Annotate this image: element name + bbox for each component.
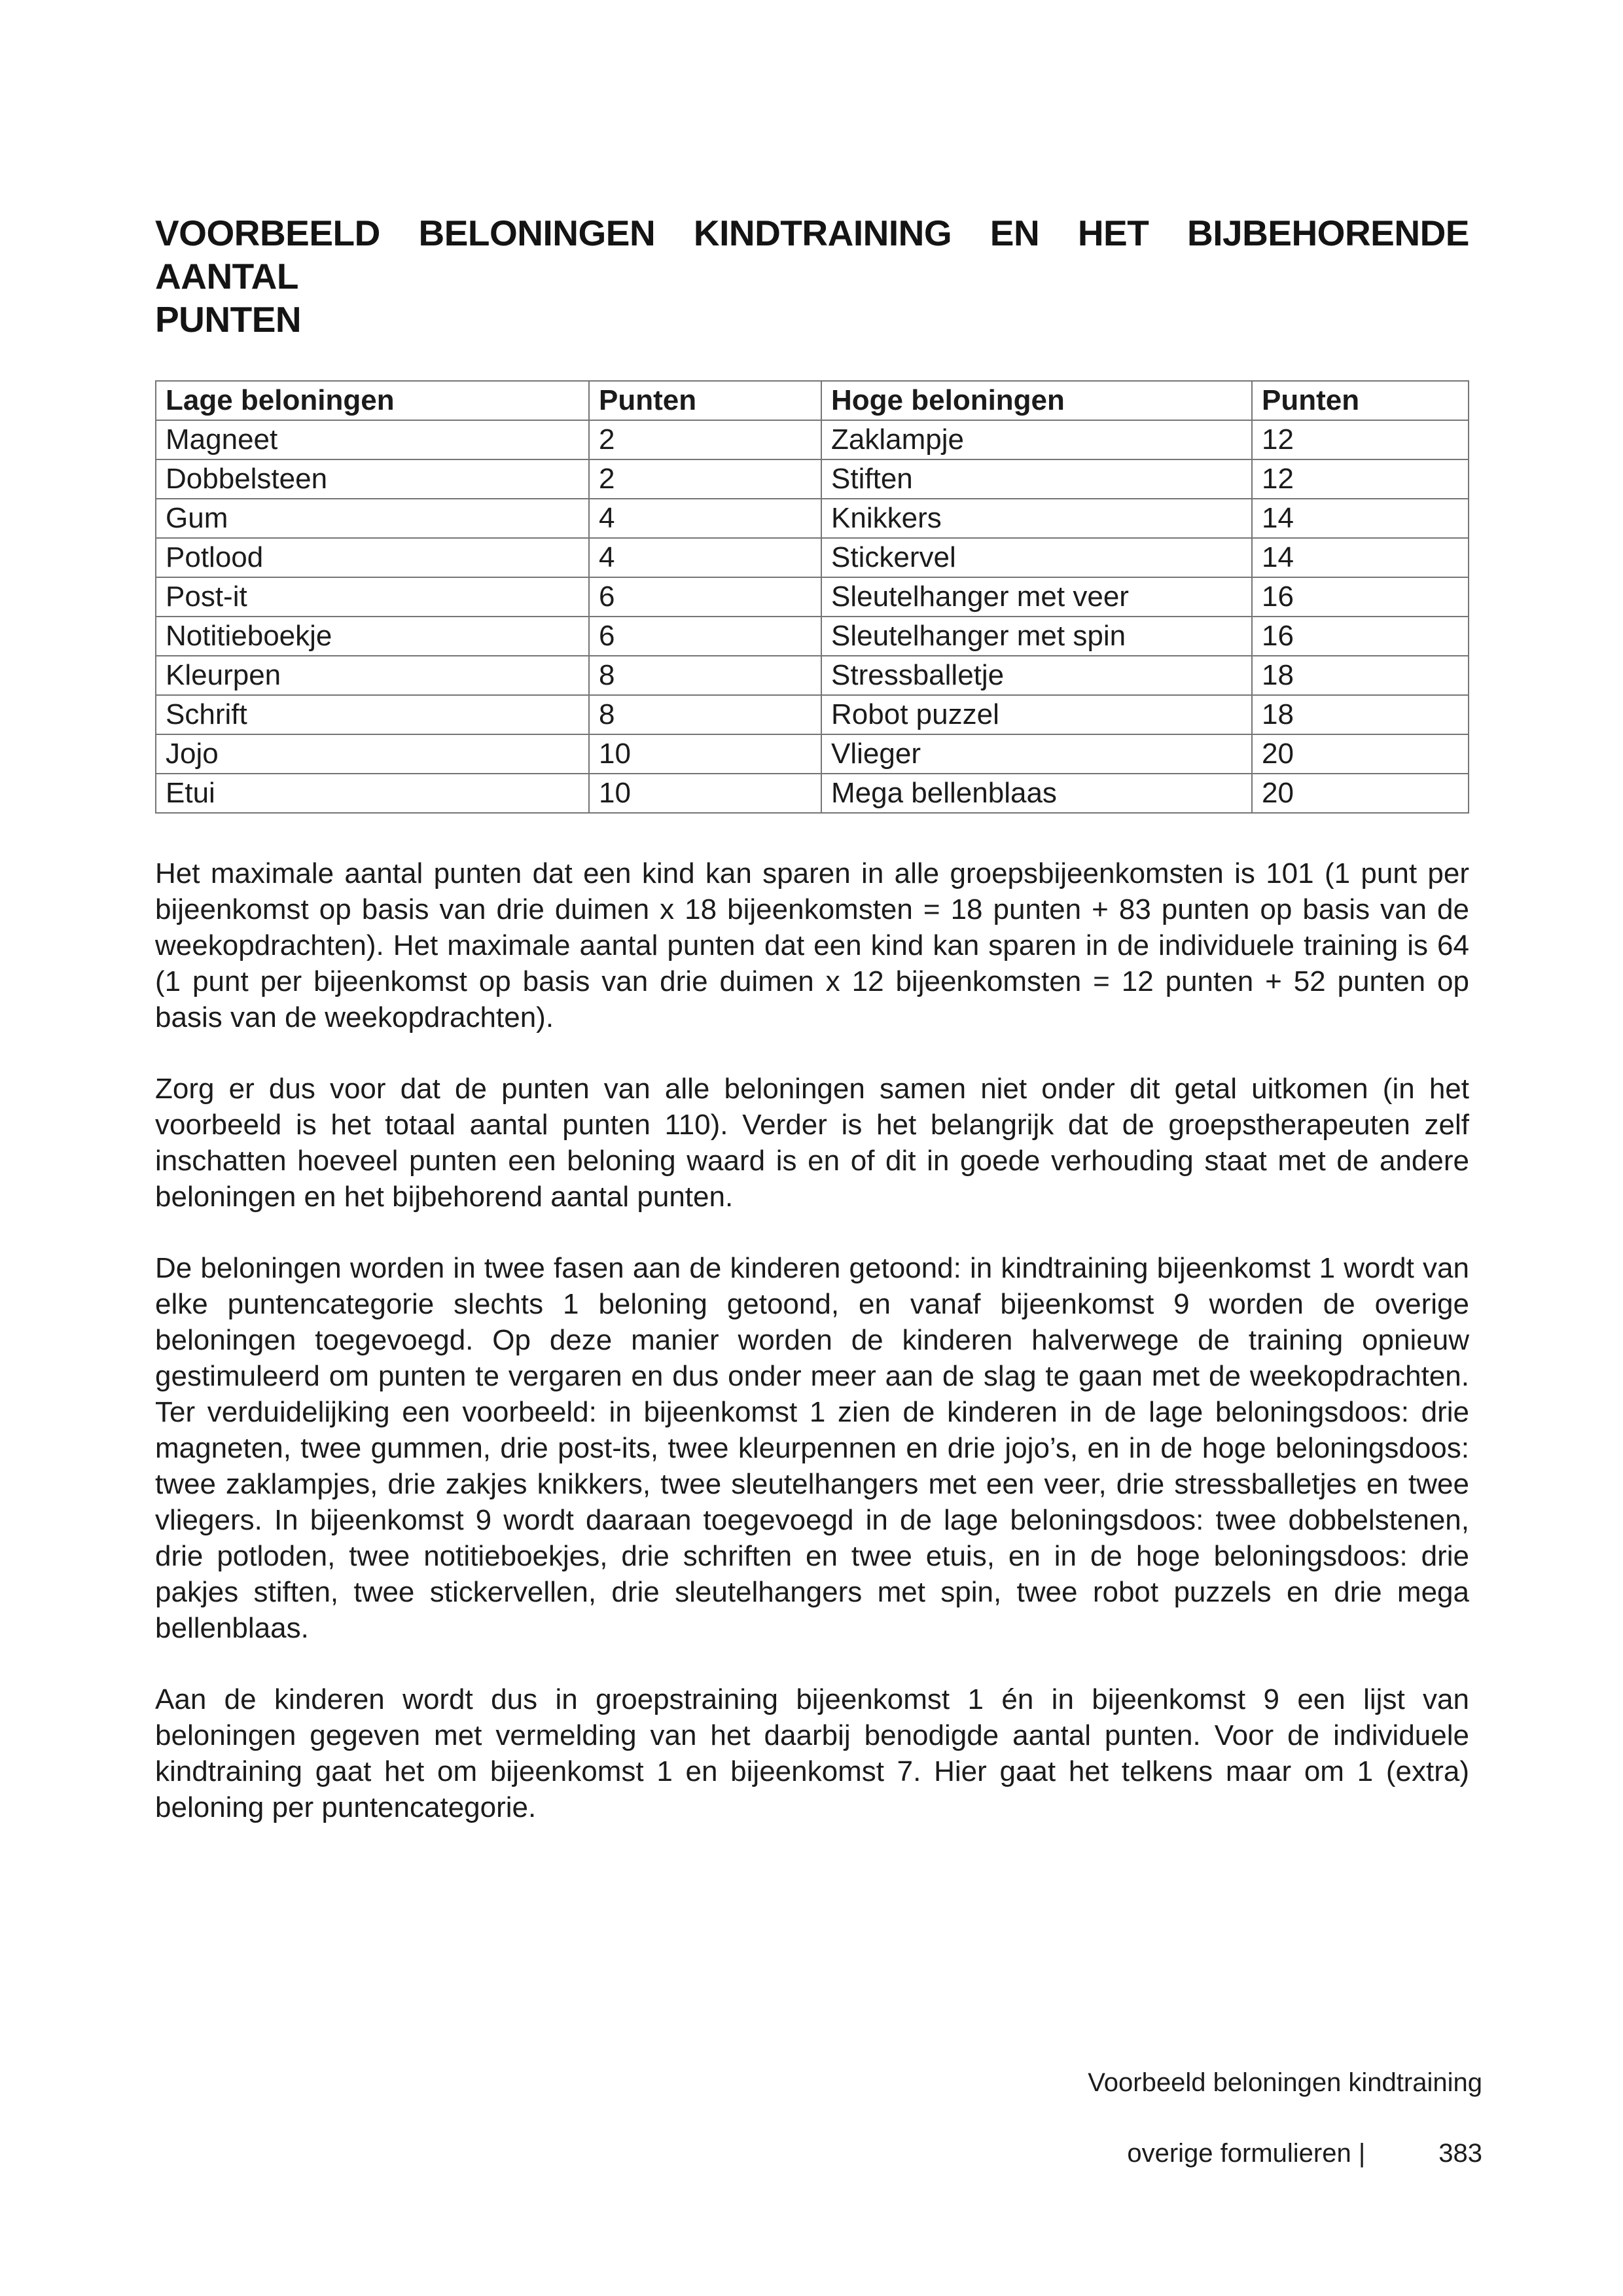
cell-punten-hoog: 16	[1252, 617, 1469, 656]
cell-hoge-beloning: Vlieger	[821, 734, 1252, 774]
cell-lage-beloning: Potlood	[156, 538, 589, 577]
cell-lage-beloning: Jojo	[156, 734, 589, 774]
cell-punten-laag: 8	[589, 695, 821, 734]
cell-hoge-beloning: Sleutelhanger met spin	[821, 617, 1252, 656]
header-lage-beloningen: Lage beloningen	[156, 381, 589, 420]
cell-hoge-beloning: Robot puzzel	[821, 695, 1252, 734]
cell-hoge-beloning: Sleutelhanger met veer	[821, 577, 1252, 617]
cell-punten-hoog: 18	[1252, 695, 1469, 734]
cell-punten-hoog: 12	[1252, 459, 1469, 499]
cell-lage-beloning: Kleurpen	[156, 656, 589, 695]
cell-punten-hoog: 14	[1252, 538, 1469, 577]
cell-punten-laag: 4	[589, 499, 821, 538]
table-row	[156, 695, 1469, 734]
cell-lage-beloning: Post-it	[156, 577, 589, 617]
cell-punten-laag: 6	[589, 617, 821, 656]
page-title-line-1: VOORBEELD BELONINGEN KINDTRAINING EN HET BIJBEHORENDE AANTAL	[155, 213, 1469, 296]
cell-hoge-beloning: Stressballetje	[821, 656, 1252, 695]
cell-punten-hoog: 20	[1252, 734, 1469, 774]
cell-punten-laag: 10	[589, 734, 821, 774]
cell-lage-beloning: Magneet	[156, 420, 589, 459]
rewards-points-table	[155, 380, 1469, 814]
header-hoge-beloningen: Hoge beloningen	[821, 381, 1252, 420]
table-row	[156, 538, 1469, 577]
cell-hoge-beloning: Zaklampje	[821, 420, 1252, 459]
cell-punten-laag: 10	[589, 774, 821, 813]
cell-punten-hoog: 14	[1252, 499, 1469, 538]
cell-punten-laag: 2	[589, 420, 821, 459]
cell-punten-laag: 8	[589, 656, 821, 695]
cell-punten-hoog: 16	[1252, 577, 1469, 617]
table-row	[156, 734, 1469, 774]
cell-hoge-beloning: Knikkers	[821, 499, 1252, 538]
header-punten-hoog: Punten	[1252, 381, 1469, 420]
paragraph-twee-fasen: De beloningen worden in twee fasen aan de kinderen getoond: in kindtraining bijeenkomst 1 wordt van elke puntencategorie slechts 1 beloning getoond, en vanaf bijeenkomst 9 worden de overige beloningen toegevoegd. Op deze manier worden de kinderen halverwege de training opnieuw gestimuleerd om punten te vergaren en dus onder meer aan de slag te gaan met de weekopdrachten. Ter verduidelijking een voorbeeld: in bijeenkomst 1 zien de kinderen in de lage beloningsdoos: drie magneten, twee gummen, drie post-its, twee kleurpennen en drie jojo’s, en in de hoge beloningsdoos: twee zaklampjes, drie zakjes knikkers, twee sleutelhangers met een veer, drie stressballetjes en twee vliegers. In bijeenkomst 9 wordt daaraan toegevoegd in de lage beloningsdoos: twee dobbelstenen, drie potloden, twee notitieboekjes, drie schriften en twee etuis, en in de hoge beloningsdoos: drie pakjes stiften, twee stickervellen, drie sleutelhangers met spin, twee robot puzzels en drie mega bellenblaas.	[155, 1252, 1469, 1644]
cell-punten-laag: 6	[589, 577, 821, 617]
table-row	[156, 774, 1469, 813]
paragraph-zorg-punten: Zorg er dus voor dat de punten van alle beloningen samen niet onder dit getal uitkomen (in het voorbeeld is het totaal aantal punten 110). Verder is het belangrijk dat de groepstherapeuten zelf inschatten hoeveel punten een beloning waard is en of dit in goede verhouding staat met de andere beloningen en het bijbehorend aantal punten.	[155, 1073, 1469, 1213]
page-footer	[1127, 2139, 1482, 2168]
cell-lage-beloning: Etui	[156, 774, 589, 813]
table-row	[156, 577, 1469, 617]
cell-punten-hoog: 18	[1252, 656, 1469, 695]
cell-lage-beloning: Dobbelsteen	[156, 459, 589, 499]
footer-section-label: overige formulieren |	[1127, 2139, 1366, 2168]
cell-hoge-beloning: Mega bellenblaas	[821, 774, 1252, 813]
cell-lage-beloning: Schrift	[156, 695, 589, 734]
cell-punten-laag: 2	[589, 459, 821, 499]
cell-hoge-beloning: Stiften	[821, 459, 1252, 499]
table-row	[156, 420, 1469, 459]
page-title	[155, 211, 1469, 341]
running-head: Voorbeeld beloningen kindtraining	[1088, 2068, 1482, 2097]
cell-hoge-beloning: Stickervel	[821, 538, 1252, 577]
table-row	[156, 617, 1469, 656]
cell-punten-laag: 4	[589, 538, 821, 577]
table-header-row	[156, 381, 1469, 420]
table-row	[156, 656, 1469, 695]
cell-lage-beloning: Notitieboekje	[156, 617, 589, 656]
header-punten-laag: Punten	[589, 381, 821, 420]
cell-punten-hoog: 12	[1252, 420, 1469, 459]
paragraph-max-punten: Het maximale aantal punten dat een kind kan sparen in alle groepsbijeenkomsten is 101 (1 punt per bijeenkomst op basis van drie duimen x 18 bijeenkomsten = 18 punten + 83 punten op basis van de weekopdrachten). Het maximale aantal punten dat een kind kan sparen in de individuele training is 64 (1 punt per bijeenkomst op basis van drie duimen x 12 bijeenkomsten = 12 punten + 52 punten op basis van de weekopdrachten).	[155, 857, 1469, 1033]
table-row	[156, 499, 1469, 538]
paragraph-lijst-beloningen: Aan de kinderen wordt dus in groepstraining bijeenkomst 1 én in bijeenkomst 9 een lijst van beloningen gegeven met vermelding van het daarbij benodigde aantal punten. Voor de individuele kindtraining gaat het om bijeenkomst 1 en bijeenkomst 7. Hier gaat het telkens maar om 1 (extra) beloning per puntencategorie.	[155, 1683, 1469, 1823]
table-row	[156, 459, 1469, 499]
page-content	[155, 0, 1469, 1825]
page-number: 383	[1438, 2139, 1482, 2168]
cell-punten-hoog: 20	[1252, 774, 1469, 813]
cell-lage-beloning: Gum	[156, 499, 589, 538]
page-title-line-2: PUNTEN	[155, 299, 302, 340]
